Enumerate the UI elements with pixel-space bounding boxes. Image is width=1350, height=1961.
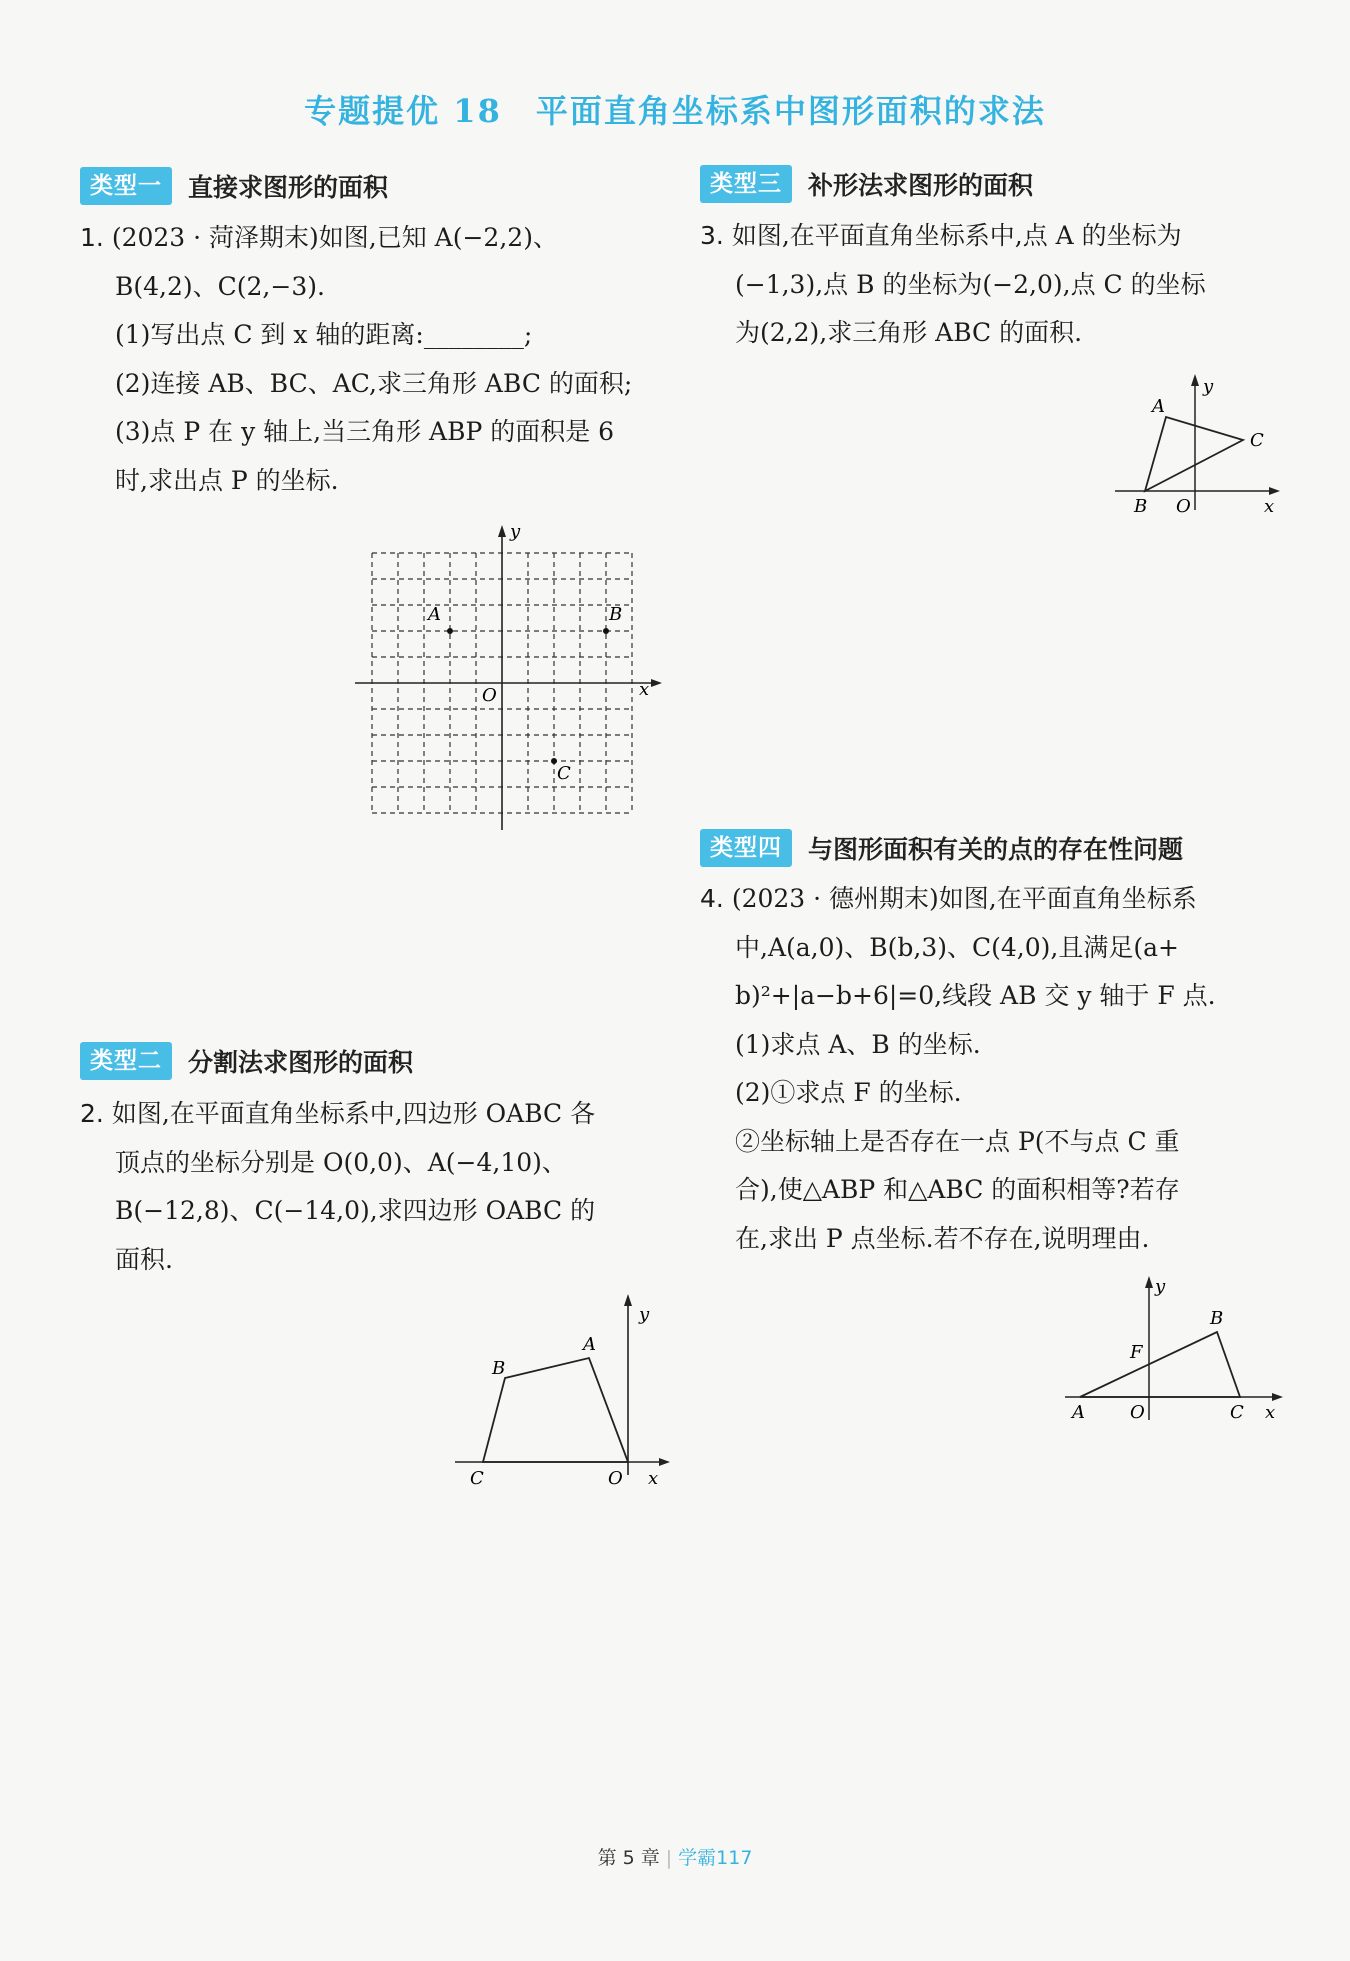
point-a-label: A [428,604,441,625]
figure-1-grid [350,515,670,835]
section-header-3 [700,163,1033,205]
question-line: B(−12,8)、C(−14,0),求四边形 OABC 的 [115,1196,596,1225]
point-c-label: C [1250,430,1264,451]
y-axis-arrow [1145,1276,1153,1288]
question-number: 3. [700,221,724,250]
question-number: 2. [80,1099,104,1128]
brand-label: 学霸 [678,1847,717,1869]
x-axis-label: x [648,1468,659,1489]
y-axis-arrow [1191,374,1199,386]
point-a-label: A [583,1334,596,1355]
point-c-label: C [1230,1402,1244,1423]
origin-label: O [482,685,497,706]
x-axis-label: x [639,679,650,700]
point-b-label: B [1210,1308,1224,1329]
point-a [447,628,453,634]
question-line: 在,求出 P 点坐标.若不存在,说明理由. [735,1223,1150,1253]
section-badge: 类型一 [80,167,172,205]
figure-3-triangle [1110,370,1285,520]
point-a-label: A [1152,396,1165,417]
question-line: b)²+|a−b+6|=0,线段 AB 交 y 轴于 F 点. [735,981,1216,1010]
point-b [603,628,609,634]
y-axis-label: y [639,1304,650,1325]
point-b-label: B [492,1358,506,1379]
point-b-label: B [609,604,623,625]
question-line: (1)求点 A、B 的坐标. [735,1029,981,1059]
y-axis-label: y [1155,1276,1166,1297]
origin-label: O [1176,496,1191,517]
x-axis-arrow [1269,487,1280,495]
question-line: (2023 · 菏泽期末)如图,已知 A(−2,2)、 [111,223,558,252]
figure-4-triangle [1060,1270,1290,1435]
section-header-2 [80,1040,413,1082]
section-header-1 [80,165,388,207]
point-c-label: C [557,763,571,784]
question-4 [700,875,1300,1263]
footer-divider: | [665,1847,673,1869]
question-line: 顶点的坐标分别是 O(0,0)、A(−4,10)、 [115,1147,567,1177]
x-axis-arrow [1272,1393,1283,1401]
triangle-abc [1080,1332,1240,1397]
question-line: B(4,2)、C(2,−3). [115,271,325,301]
question-line: (1)写出点 C 到 x 轴的距离:________; [115,320,533,349]
question-line: (2)连接 AB、BC、AC,求三角形 ABC 的面积; [115,368,633,398]
chapter-label: 第 5 章 [597,1847,660,1869]
page-title: 专题提优 18 平面直角坐标系中图形面积的求法 [304,92,1046,130]
question-line: ②坐标轴上是否存在一点 P(不与点 C 重 [735,1126,1180,1156]
figure-2-quadrilateral [450,1290,680,1490]
triangle-abc [1145,417,1243,491]
question-2 [80,1090,680,1284]
origin-label: O [608,1468,623,1489]
question-1 [80,214,680,505]
section-header-4 [700,827,1183,869]
section-title: 补形法求图形的面积 [808,171,1034,200]
question-line: (2)①求点 F 的坐标. [735,1078,962,1107]
point-b-label: B [1134,496,1148,517]
question-line: 如图,在平面直角坐标系中,四边形 OABC 各 [111,1099,596,1128]
point-a-label: A [1072,1402,1085,1423]
section-badge: 类型三 [700,165,792,203]
question-number: 4. [700,884,724,913]
x-axis-label: x [1265,1402,1276,1423]
page-number: 117 [716,1847,753,1869]
question-line: 时,求出点 P 的坐标. [115,465,339,495]
x-axis-arrow [659,1458,670,1466]
question-line: (−1,3),点 B 的坐标为(−2,0),点 C 的坐标 [735,269,1206,299]
section-title: 与图形面积有关的点的存在性问题 [808,835,1184,864]
question-3 [700,212,1300,358]
x-axis-arrow [651,679,662,687]
origin-label: O [1130,1402,1145,1423]
question-line: (3)点 P 在 y 轴上,当三角形 ABP 的面积是 6 [115,417,615,446]
y-axis-arrow [624,1294,632,1306]
point-f-label: F [1130,1342,1143,1363]
y-axis-label: y [510,521,521,542]
point-c-label: C [470,1468,484,1489]
question-line: 中,A(a,0)、B(b,3)、C(4,0),且满足(a+ [735,932,1179,962]
question-line: 如图,在平面直角坐标系中,点 A 的坐标为 [731,221,1182,250]
section-title: 分割法求图形的面积 [188,1048,414,1077]
y-axis-arrow [498,525,506,537]
question-line: (2023 · 德州期末)如图,在平面直角坐标系 [731,884,1197,913]
section-title: 直接求图形的面积 [188,173,389,202]
x-axis-label: x [1264,496,1275,517]
section-badge: 类型二 [80,1042,172,1080]
y-axis-label: y [1203,376,1214,397]
question-line: 面积. [115,1244,173,1274]
question-line: 为(2,2),求三角形 ABC 的面积. [735,318,1083,347]
section-badge: 类型四 [700,829,792,867]
page-footer [0,1843,1350,1870]
question-line: 合),使△ABP 和△ABC 的面积相等?若存 [735,1175,1180,1204]
question-number: 1. [80,223,104,252]
